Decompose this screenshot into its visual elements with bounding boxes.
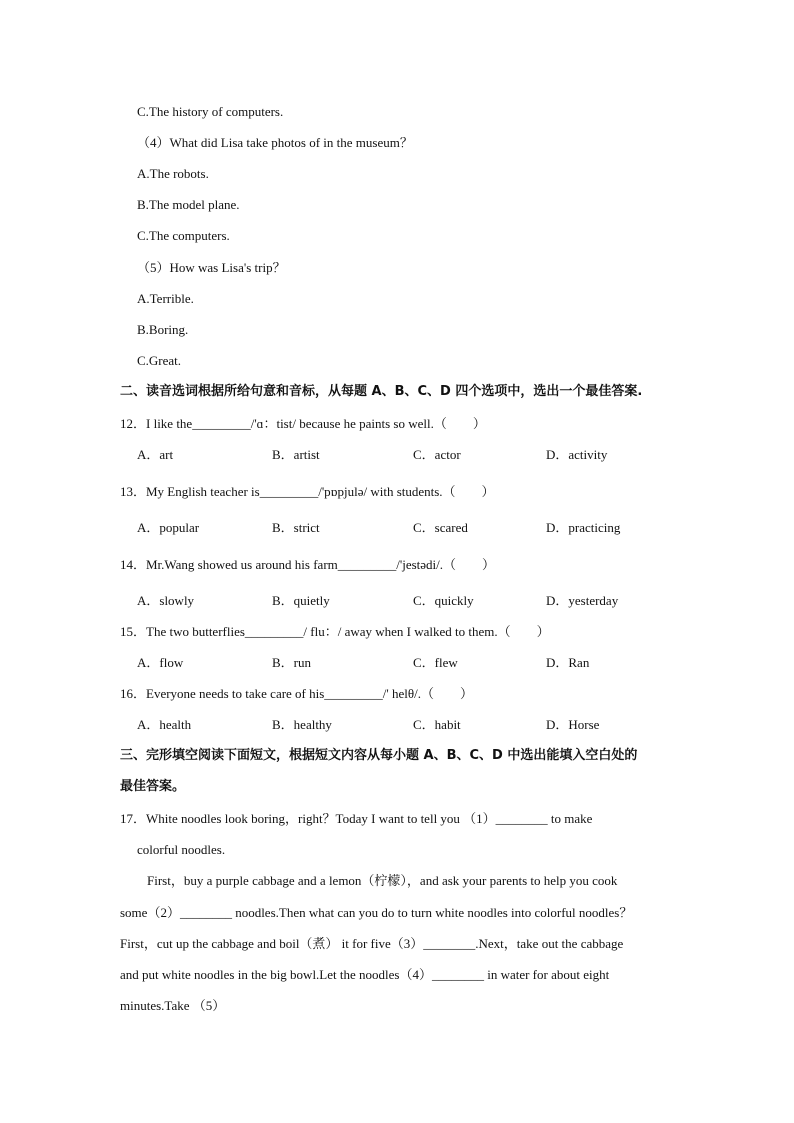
q11-4-option-c: C.The computers. bbox=[137, 228, 230, 243]
question-15-option-d: D．Ran bbox=[546, 655, 590, 670]
question-15-option-a: A．flow bbox=[137, 655, 184, 670]
question-13-stem: 13．My English teacher is_________/'pɒpjulə/ with students.（ ） bbox=[120, 484, 495, 499]
question-15-option-c: C．flew bbox=[413, 655, 458, 670]
question-16-stem: 16．Everyone needs to take care of his_________/' helθ/.（ ） bbox=[120, 686, 473, 701]
section3-heading-line2: 最佳答案。 bbox=[120, 779, 186, 794]
question-14-option-c: C．quickly bbox=[413, 593, 474, 608]
question-12-option-d: D．activity bbox=[546, 447, 608, 462]
passage-line-3: First，cut up the cabbage and boil（煮） it for five（3）________.Next，take out the cabbage bbox=[120, 936, 624, 951]
question-13-option-b: B．strict bbox=[272, 520, 320, 535]
passage-line-2: some（2）________ noodles.Then what can you do to turn white noodles into colorful noodles？ bbox=[120, 905, 633, 920]
q11-5-option-c: C.Great. bbox=[137, 353, 182, 368]
question-14-option-d: D．yesterday bbox=[546, 593, 619, 608]
question-16-option-d: D．Horse bbox=[546, 717, 600, 732]
question-15-option-b: B．run bbox=[272, 655, 312, 670]
q11-subquestion-4: （4）What did Lisa take photos of in the museum？ bbox=[137, 135, 413, 150]
question-16-option-a: A．health bbox=[137, 717, 192, 732]
q11-option-c: C.The history of computers. bbox=[137, 104, 284, 119]
question-17-line2: colorful noodles. bbox=[137, 842, 226, 857]
passage-line-1: First，buy a purple cabbage and a lemon（柠檬），and ask your parents to help you cook bbox=[147, 873, 618, 888]
question-17-line1: 17．White noodles look boring，right？Today I want to tell you （1）________ to make bbox=[120, 811, 593, 826]
section2-heading: 二、读音选词根据所给句意和音标，从每题 A、B、C、D 四个选项中，选出一个最佳答案. bbox=[120, 384, 643, 399]
q11-4-option-a: A.The robots. bbox=[137, 166, 209, 181]
question-12-option-b: B．artist bbox=[272, 447, 320, 462]
passage-line-5: minutes.Take （5） bbox=[120, 998, 226, 1013]
question-12-option-a: A．art bbox=[137, 447, 174, 462]
section3-heading-line1: 三、完形填空阅读下面短文，根据短文内容从每小题 A、B、C、D 中选出能填入空白处的 bbox=[120, 748, 638, 763]
q11-4-option-b: B.The model plane. bbox=[137, 197, 240, 212]
question-15-stem: 15．The two butterflies_________/ flu：/ away when I walked to them.（ ） bbox=[120, 624, 550, 639]
question-16-option-c: C．habit bbox=[413, 717, 461, 732]
q11-5-option-a: A.Terrible. bbox=[137, 291, 194, 306]
question-12-option-c: C．actor bbox=[413, 447, 461, 462]
question-13-option-d: D．practicing bbox=[546, 520, 621, 535]
question-12-stem: 12．I like the_________/'ɑ：tist/ because he paints so well.（ ） bbox=[120, 416, 486, 431]
q11-subquestion-5: （5）How was Lisa's trip？ bbox=[137, 260, 286, 275]
question-13-option-c: C．scared bbox=[413, 520, 468, 535]
question-16-option-b: B．healthy bbox=[272, 717, 332, 732]
question-14-option-a: A．slowly bbox=[137, 593, 195, 608]
question-14-option-b: B．quietly bbox=[272, 593, 330, 608]
q11-5-option-b: B.Boring. bbox=[137, 322, 189, 337]
question-13-option-a: A．popular bbox=[137, 520, 200, 535]
question-14-stem: 14．Mr.Wang showed us around his farm_________/'jestədi/.（ ） bbox=[120, 557, 496, 572]
passage-line-4: and put white noodles in the big bowl.Let the noodles（4）________ in water for about eight bbox=[120, 967, 610, 982]
